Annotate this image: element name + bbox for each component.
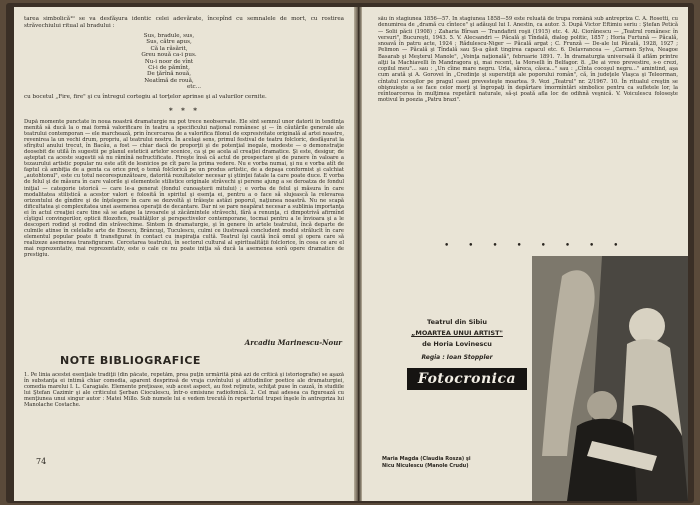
play-credits: [382, 318, 532, 361]
tree-poem: [109, 33, 229, 91]
notes-heading: NOTE BIBLIOGRAFICE: [60, 354, 201, 367]
fotocronica-banner: Fotocronica: [407, 368, 527, 390]
caption-line: Nicu Niculescu (Manole Crudu): [382, 462, 469, 469]
poem-line: Sus, către apus,: [146, 39, 192, 46]
author-signature: Arcadiu Marinescu-Nour: [244, 338, 342, 347]
notes-text: 1. Pe linia acestei esenţiale tradiţii (din păcate, repetăm, prea puţin urmărită pînă azi de critică şi istoriografie) se aşază în substanţa ei intimă chiar comedia, aparent desprinsă de vraja cuvîntului şi atitudinilor poetice ale dramaturgiei, comedia marelui I. L. Caragiale. Elemente preţioase, sub acest aspect, au fost reţinute, schiţat pusе în cauză, în studiile lui Ştefan Cazimir şi ale criticului Şerban Cioculescu, într-o emisiune radiofonică. 2. Cel mai adesea ca figurează cu menţiunea unui singur autor : Matei Millo. Sub numele lui e vedem trecută în repertoriul trupei înşele în antreprizа lui Manolache Costache.: [24, 372, 344, 409]
poem-line: Sus, bradule, sus,: [143, 33, 195, 39]
poem-line: Că la răsărit,: [150, 45, 188, 52]
poem-line: De ţărînă nouă,: [146, 71, 192, 78]
poem-line: Neatîmă de rouă,: [144, 77, 194, 84]
poem-line: Ci-i de pămînt,: [148, 65, 190, 72]
fotocronica-section: [362, 256, 688, 501]
left-top-paragraph: tarea simbolică¹⁰ se va desfăşura identic celei adevărate, începînd cu semnalele de mort, cu rostirea străvechiului ritual al bradului :: [24, 16, 344, 29]
poem-line: etc...: [186, 84, 202, 91]
poem-line: Greu nouă ca-i pus.: [141, 52, 197, 59]
play-title: „MOARTEA UNUI ARTIST": [411, 329, 503, 337]
right-notes-continued: său în stagiunea 1856—57. În stagiunea 1858—59 este reluată de trupa română sub antrepriza C. A. Rosetti, cu denumirea de „dramă cu cîntece" şi adăuşul lui I. Anestin, ca autor. 3. După Victor Eftimiu seriu : Ştefan Petică — Solii păcii (1908) ; Zaharia Bîrsan — Trandafirii roşii (1915) etc. 4. Al. Ciorănescu — „Teatrul românesc în versuri", Bucureşti, 1943. 5. V. Alecsandri — Păcală şi Tîndală, dialog politic, 1857 ; Horia Furtună — Păcală, snoavă în patru acte, 1924 ; Rădulescu-Niger — Păcală argat ; C. Frunză — De-ale lui Păcală, 1928, 1927 ; Pelimon — Păcală şi Tîndală sau Şi-a găsit tingirea capacul etc. 6. Delavrancea — „Carmen Sylva, Neagoe Basarab şi Meşterul Manole", „Voinţa naţională", februarie 1891. 7. În dramaturgia universală îl aflăm printre alţii la Machiavelli în Mandragora şi, mai recent, la Morselli în Belfagor. 8. „De ai vreo prevestire, s-o crezi, copilul meu"... sau : „Un cîine mare negru. Urla, săreca, căsca..." sau : „Cîntа cocoşul negru..." amintind, aşa cum arată şi A. Gorovei în „Credinţe şi superstiţii ale poporului român", că, în judeţele Vlaşca şi Teleorman, cîntatul cocoşilor pe pragul casei prevesteşte moartea. 9. Vezi „Teatrul" nr. 2/1967. 10. În ritualul creştin se obişnuieşte a se face celor morţi şi îngropaţi în depărtare îmormîntări simbolice pentru ca sufletele lor, la reîntoarcerea în mulţimea repetării naturale, să-şi poată afla loc de odihnă veşnică. V. Voiculescu foloseşte motivul în poezia „Patru brazi".: [378, 16, 678, 104]
director-credit: Regia : Ioan Stoppler: [421, 354, 493, 361]
left-page: [14, 7, 354, 501]
stage-photo: [532, 256, 688, 501]
open-book: [6, 3, 694, 503]
play-author: de Horia Lovinescu: [422, 340, 492, 348]
main-article-text: După momente punctate în noua noastră dramaturgie nu pot trece neobservate. Ele sînt semnul unor datorii în tendinţa menită să ducă la o mai formă valorificare în teatru a specificului naţional românesc şi — în căutările generale ale teatrului contemporan — ele marchează, prin încercarea de a valorifica filonul de expresivitate originală al artei noastre, revenirea la un vechi drum, propriu, al teatrului nostru. În acelaşi sens, primul festival de teatru folcloric, desfăşurat la sfîrşitul anului trecut, în Bacău, a fost — chiar dacă de proporţii şi de potenţial inegale, modeste — o demonstraţie deosebit de utilă în sugestii pe planul esteticii artelor scenice, ca şi pe acela al creaţiei dramatice. Şi este, desigur, de aşteptat ca aceste sugestii să nu rămînă nefructificate. Fireşte însă că actul de prospectare şi de punere în valoare a tezaurului artistic popular nu este atît de lesnicios pe cît pare la prima vedere. Nu e vorba numai, şi nu e vorba atît de faptul că ambiţia de a genta ca orice preţ o temă folclorică pe un produs artistic, de a depaşa conformist şi calchiat „autohtonul", este cu totul necorespunzătoare, datorită rezultatelor necesar şi ştiinţei fatale la care poate duce. E vorba de felul şi de măsura în care valorile şi elementele stilistice originale străvechi şi perene ajung a se deroatza de fondul iniţial — categorie istorică — care le-a generat (fondul cunoaşterii mitului) ; e vorba de felul şi măsura în care modalitatea stilistică a acestor valori e folosită în spiritul şi esenţa ei, pentru a o face să slujească la relevarea orizontului de gîndire şi de înţelegere în care se dezvoltă şi trăieşte astăzi poporul, naţiunea noastră. Nu ne scapă dificultatea şi complexitatea unei asemenea operaţii de decantare. Dar ni se pare neapărat necesar a sublinia importanţa ei în actul creaţiei care tine să se adape la izvoarele şi zăcămintele străvechi, fără a renunţa, ci dimpotrivă afirmînd cîştigul convingerilor, opticii filozofice, realităţilor şi perspectivelor contemporane, tocmai pentru a le învioara şi a le descoperi rodind şi rodind din străvechime. Sintem în dramaturgie, şi în genere în artele teatrului, încă departe de culmile atinse în celelalte arte de Enescu, Brâncuşi, Tuculescu, culmi ce ilustrează concludent modul străluclt în care elementul popular poate fi transfigurat în contact cu inspiraţia cultă. Teatrul îşi caută încă omul şi opera care să realizeze asemenea transfigurare. Cercetarea teatrului, în sectorul cultural al spiritualităţii folclorice, în ceea ce are el mai reprezentativ, mai reprezentativ, este o cale ce nu poate iniţia să ducă la asemenea soră opere dramatice de prestigiu.: [24, 119, 344, 259]
right-page: [362, 7, 688, 501]
after-poem-paragraph: cu bocetul „Fire, fire" şi cu întregul cortegiu al torţelor aprinse şi al valurilor cernite.: [24, 94, 267, 100]
theatre-name: Teatrul din Sibiu: [427, 318, 487, 326]
page-number: 74: [36, 457, 47, 466]
poem-line: Nu-i noor de vînt: [144, 58, 194, 65]
decorative-dots: • • • • • • • •: [444, 241, 627, 251]
book-gutter: [354, 7, 362, 501]
section-separator-stars: * * *: [169, 106, 200, 115]
caption-line: Maria Magda (Claudia Rosza) şi: [382, 456, 471, 462]
stage-photo-illustration: [532, 256, 688, 501]
photo-caption: [382, 456, 471, 469]
